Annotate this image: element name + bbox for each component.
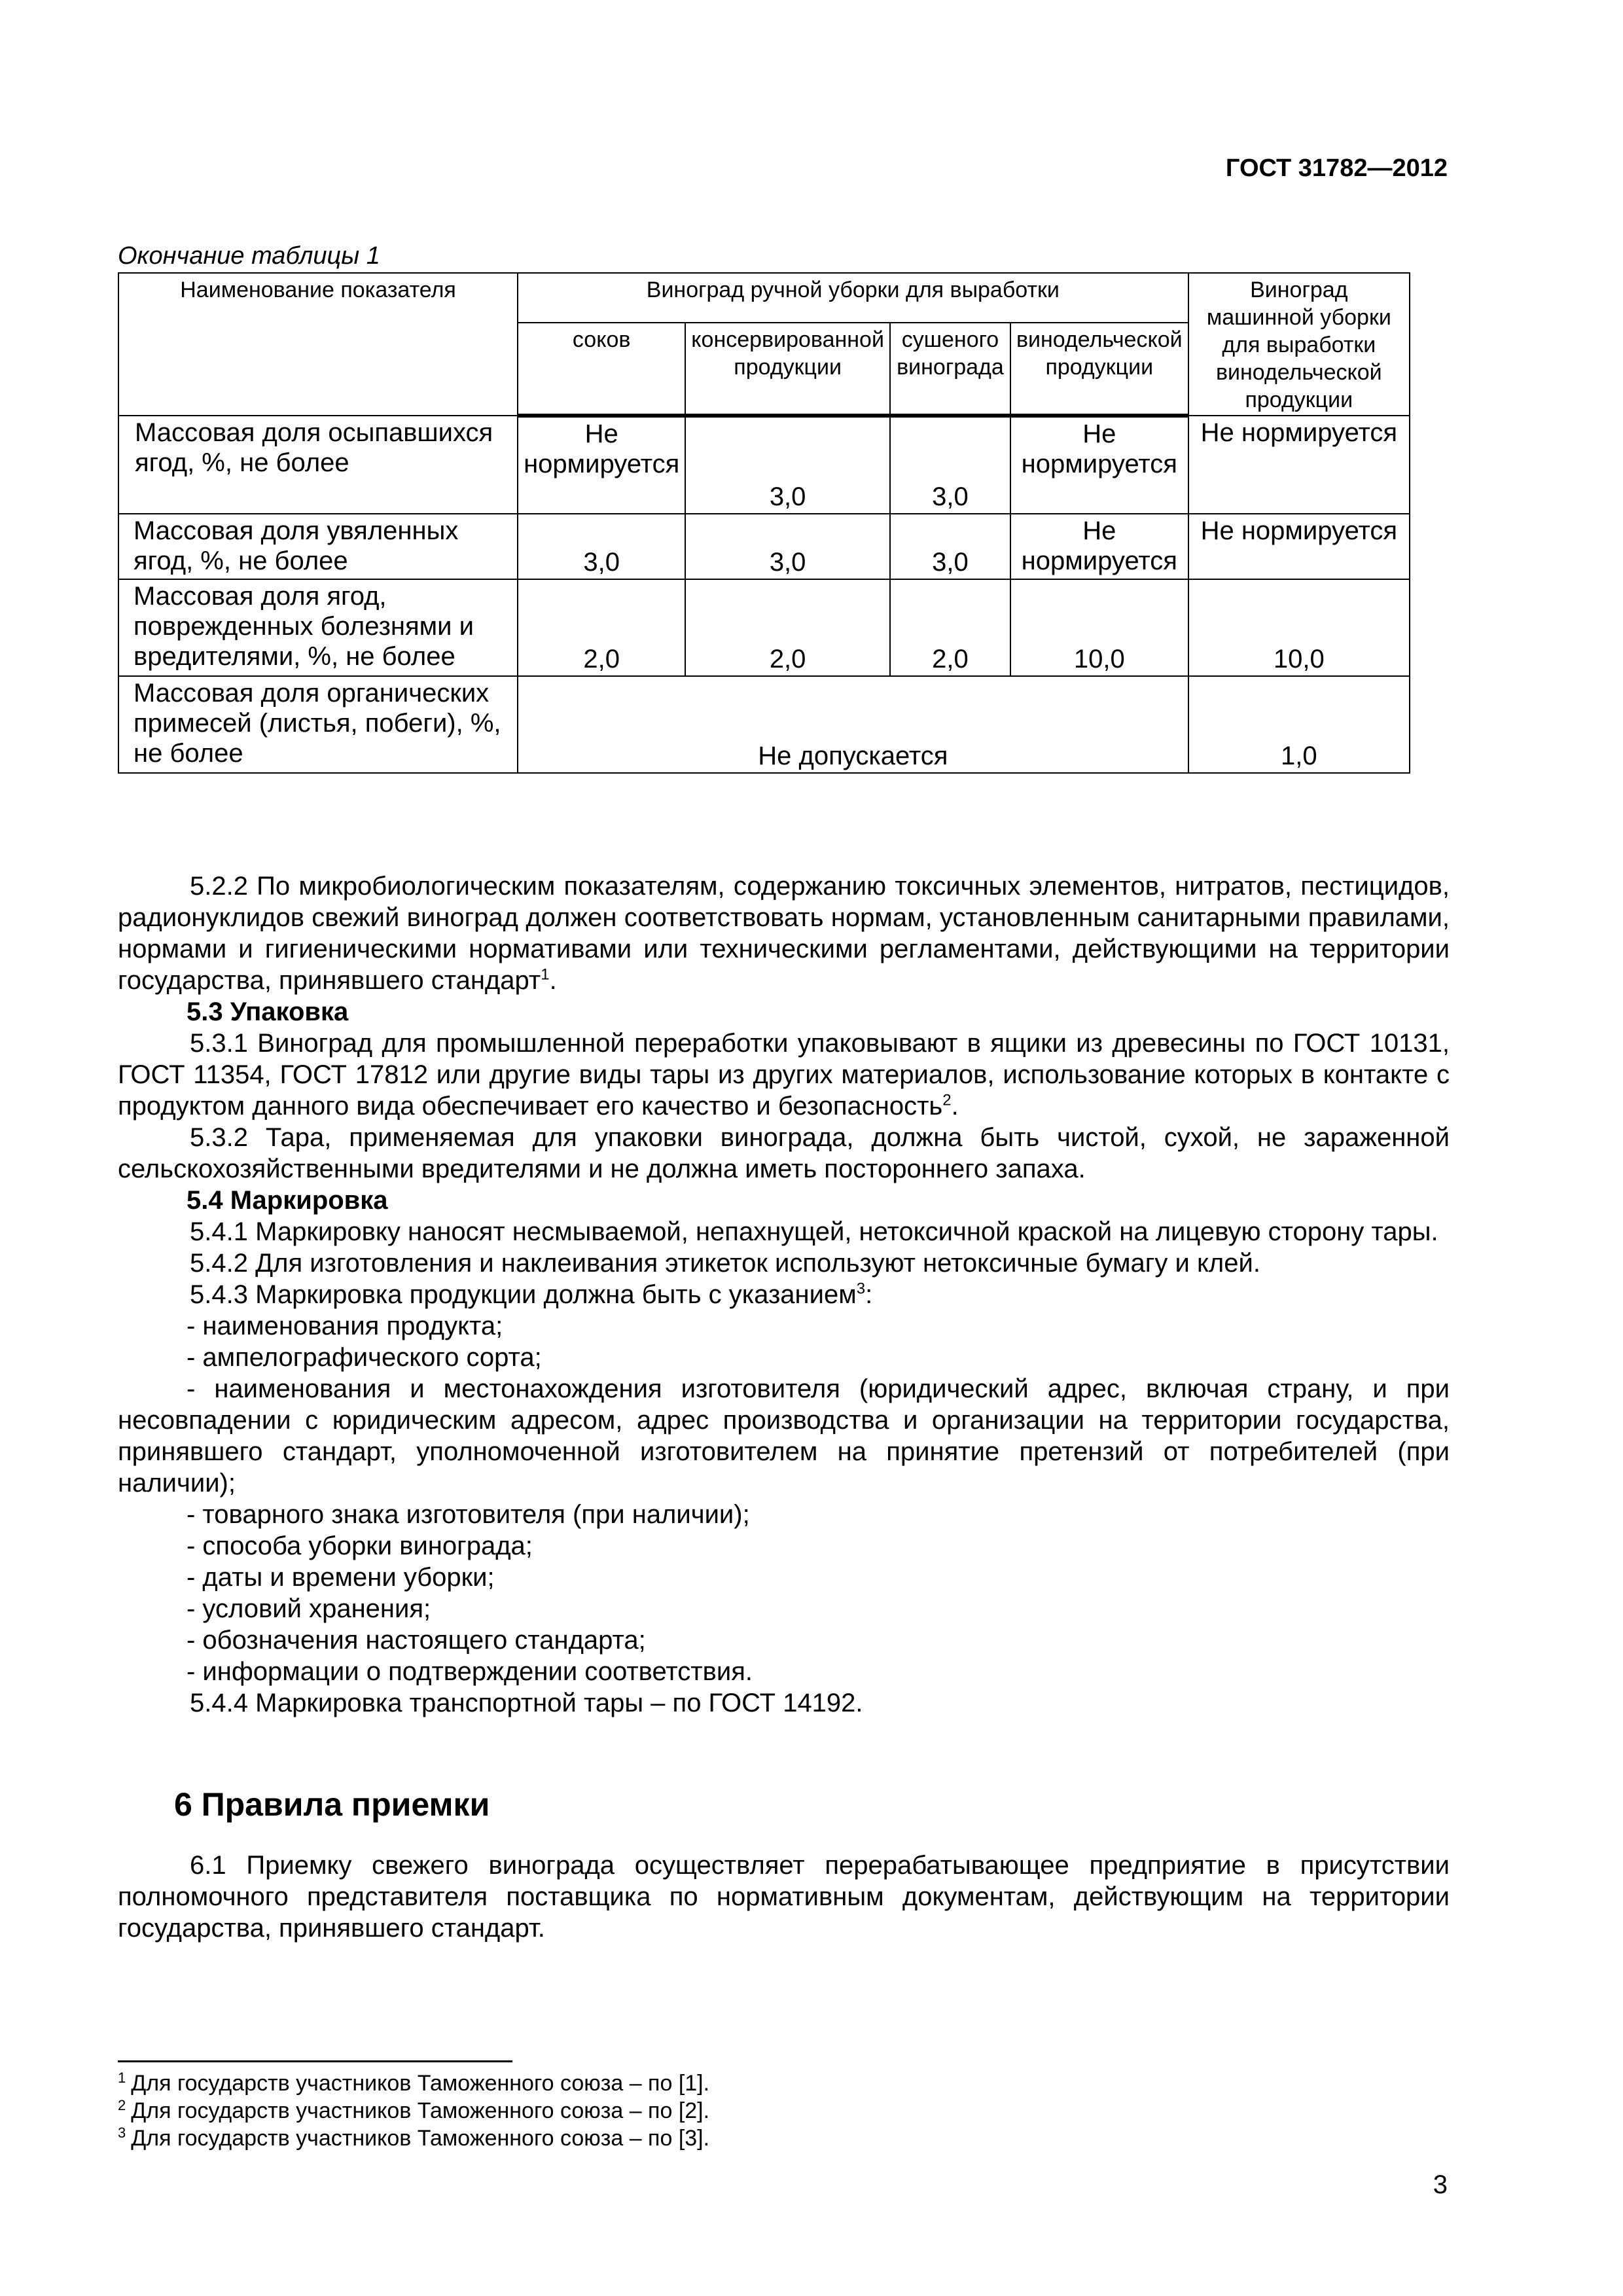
- table-header-row: [118, 273, 1410, 323]
- row-name: Массовая доля ягод, поврежденных болезнями и вредителями, %, не более: [118, 579, 518, 676]
- footnote-ref: 3: [856, 1280, 866, 1298]
- row-name: Массовая доля увяленных ягод, %, не более: [118, 514, 518, 579]
- table-row: [118, 676, 1410, 773]
- paragraph-6-1: 6.1 Приемку свежего винограда осуществляет перерабатывающее предприятие в присутствии полномочного представителя поставщика по нормативным документам, действующим на территории государства, принявшего стандарт.: [118, 1851, 1450, 1943]
- table-row: [118, 514, 1410, 579]
- paragraph-5-4-4: 5.4.4 Маркировка транспортной тары – по ГОСТ 14192.: [190, 1689, 863, 1717]
- row-cell: 2,0: [890, 579, 1010, 676]
- subheader-canned: консервированной продукции: [685, 323, 890, 416]
- table-caption: Окончание таблицы 1: [118, 242, 380, 270]
- row-name: Массовая доля осыпавшихся ягод, %, не более: [118, 416, 518, 514]
- list-item: - наименования и местонахождения изготовителя (юридический адрес, включая страну, и при несовпадении с юридическим адресом, адрес производства и организации на территории государства, принявшего стандарт, уполномоченной изготовителем на принятие претензий от потребителей (при наличии);: [118, 1374, 1450, 1498]
- subheader-dried: сушеного винограда: [890, 323, 1010, 416]
- row-cell: 1,0: [1188, 676, 1410, 773]
- table-row: [118, 416, 1410, 514]
- row-name: Массовая доля органических примесей (листья, побеги), %, не более: [118, 676, 518, 773]
- list-item: - наименования продукта;: [187, 1312, 503, 1340]
- paragraph-5-4-1: 5.4.1 Маркировку наносят несмываемой, непахнущей, нетоксичной краской на лицевую сторону тары.: [190, 1217, 1438, 1246]
- paragraph-5-3-2: 5.3.2 Тара, применяемая для упаковки винограда, должна быть чистой, сухой, не зараженной сельскохозяйственными вредителями и не должна иметь постороннего запаха.: [118, 1123, 1450, 1183]
- paragraph-5-3-1: 5.3.1 Виноград для промышленной переработки упаковывают в ящики из древесины по ГОСТ 10131, ГОСТ 11354, ГОСТ 17812 или другие виды тары из других материалов, использование которых в контакте с продуктом данного вида обеспечивает его качество и безопасность$^2$.: [118, 1029, 1450, 1121]
- list-item: - условий хранения;: [187, 1594, 431, 1623]
- row-cell: Не нормируется: [1188, 416, 1410, 514]
- section-6-heading: 6 Правила приемки: [174, 1786, 490, 1823]
- page-number: 3: [1433, 2170, 1448, 2199]
- paragraph-5-4-3: 5.4.3 Маркировка продукции должна быть с указанием$^3$:: [190, 1280, 873, 1309]
- subheading-5-3: 5.3 Упаковка: [187, 997, 349, 1026]
- list-item: - способа уборки винограда;: [187, 1532, 533, 1560]
- subheader-wine: винодельческой продукции: [1010, 323, 1188, 416]
- row-cell: 2,0: [685, 579, 890, 676]
- header-manual-harvest: Виноград ручной уборки для выработки: [518, 273, 1188, 323]
- footnote: $^2$ Для государств участников Таможенного союза – по [2].: [118, 2096, 710, 2123]
- list-item: - товарного знака изготовителя (при наличии);: [187, 1500, 750, 1529]
- row-cell: 10,0: [1010, 579, 1188, 676]
- row-cell: 2,0: [518, 579, 685, 676]
- row-cell: 3,0: [890, 416, 1010, 514]
- row-cell: 3,0: [685, 416, 890, 514]
- paragraph-5-4-2: 5.4.2 Для изготовления и наклеивания этикеток используют нетоксичные бумагу и клей.: [190, 1249, 1260, 1278]
- footnote: $^3$ Для государств участников Таможенного союза – по [3].: [118, 2124, 710, 2151]
- subheader-juices: соков: [518, 323, 685, 416]
- list-item: - даты и времени уборки;: [187, 1563, 495, 1592]
- paragraph-5-2-2: 5.2.2 По микробиологическим показателям, содержанию токсичных элементов, нитратов, пестицидов, радионуклидов свежий виноград должен соответствовать нормам, установленным санитарными правилами, нормами и гигиеническими нормативами или техническими регламентами, действующими на территории государства, принявшего стандарт$^1$.: [118, 872, 1450, 995]
- list-item: - обозначения настоящего стандарта;: [187, 1626, 646, 1655]
- footnotes: [118, 2070, 709, 2152]
- footnote-ref: 1: [541, 965, 550, 984]
- section-6-text: [118, 1850, 1450, 1944]
- footnote-divider: [118, 2060, 512, 2062]
- subheading-5-4: 5.4 Маркировка: [187, 1186, 388, 1215]
- row-cell: 3,0: [518, 514, 685, 579]
- row-cell: Не нормируется: [1010, 416, 1188, 514]
- list-item: - ампелографического сорта;: [187, 1343, 542, 1372]
- section-5-text: [118, 870, 1450, 1719]
- footnote-ref: 2: [942, 1091, 952, 1109]
- row-cell: Не нормируется: [1010, 514, 1188, 579]
- row-cell: Не нормируется: [518, 416, 685, 514]
- row-cell: 3,0: [685, 514, 890, 579]
- document-id: ГОСТ 31782—2012: [1225, 154, 1448, 182]
- list-item: - информации о подтверждении соответствия.: [187, 1657, 753, 1686]
- header-machine-harvest: Виноград машинной уборки для выработки винодельческой продукции: [1188, 273, 1410, 416]
- row-cell-merged: Не допускается: [518, 676, 1188, 773]
- row-cell: 10,0: [1188, 579, 1410, 676]
- row-cell: Не нормируется: [1188, 514, 1410, 579]
- table-row: [118, 579, 1410, 676]
- header-name: Наименование показателя: [118, 273, 518, 416]
- row-cell: 3,0: [890, 514, 1010, 579]
- footnote: $^1$ Для государств участников Таможенного союза – по [1].: [118, 2069, 710, 2096]
- table-1: [118, 272, 1410, 774]
